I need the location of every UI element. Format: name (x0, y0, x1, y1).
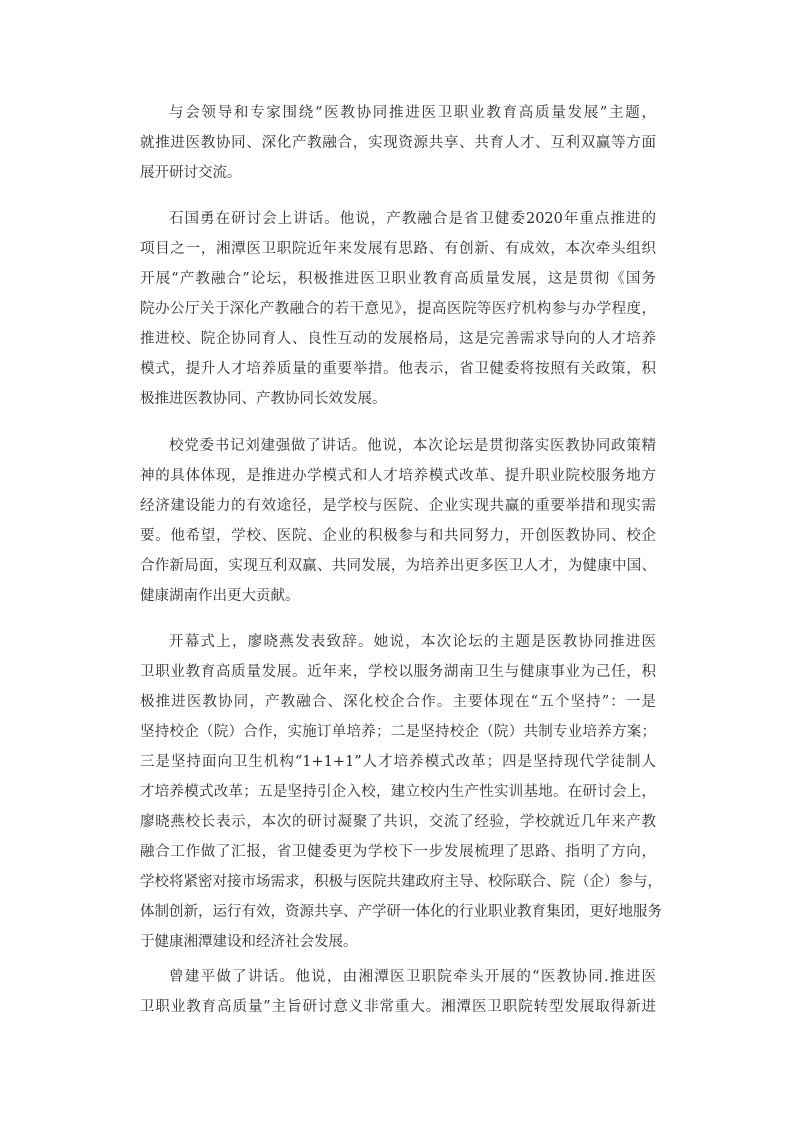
text-line: 融合工作做了汇报，省卫健委更为学校下一步发展梳理了思路、指明了方向， (140, 844, 656, 860)
text-line: 校党委书记刘建强做了讲话。他说，本次论坛是贯彻落实医教协同政策精 (169, 438, 656, 454)
text-line: 要。他希望，学校、医院、企业的积极参与和共同努力，开创医教协同、校企 (140, 528, 656, 544)
text-line: 三是坚持面向卫生机构“1+1+1”人才培养模式改革；四是坚持现代学徒制人 (140, 754, 656, 770)
text-line: 坚持校企（院）合作，实施订单培养；二是坚持校企（院）共制专业培养方案； (140, 724, 656, 740)
text-line: 推进校、院企协同育人、良性互动的发展格局，这是完善需求导向的人才培养 (140, 331, 656, 347)
paragraph-zeng-jianping-speech (140, 962, 656, 1022)
text-line: 才培养模式改革；五是坚持引企入校，建立校内生产性实训基地。在研讨会上， (140, 784, 656, 800)
paragraph-intro (140, 98, 656, 188)
text-line: 项目之一，湘潭医卫职院近年来发展有思路、有创新、有成效，本次牵头组织 (140, 241, 656, 257)
text-line: 院办公厅关于深化产教融合的若干意见》，提高医院等医疗机构参与办学程度， (140, 301, 656, 317)
text-line: 极推进医教协同、产教协同长效发展。 (140, 391, 387, 407)
text-line: 卫职业教育高质量发展。近年来，学校以服务湖南卫生与健康事业为己任，积 (140, 664, 656, 680)
text-line: 神的具体体现，是推进办学模式和人才培养模式改革、提升职业院校服务地方 (140, 468, 656, 484)
paragraph-liu-jianqiang-speech (140, 431, 656, 611)
text-line: 卫职业教育高质量”主旨研讨意义非常重大。湘潭医卫职院转型发展取得新进 (140, 999, 656, 1015)
paragraph-shi-guoyong-speech (140, 204, 656, 414)
text-line: 石国勇在研讨会上讲话。他说，产教融合是省卫健委2020年重点推进的 (169, 211, 656, 227)
text-line: 极推进医教协同，产教融合、深化校企合作。主要体现在“五个坚持”：一是 (140, 694, 656, 710)
text-line: 与会领导和专家围绕“医教协同推进医卫职业教育高质量发展”主题， (169, 105, 656, 121)
text-line: 开展“产教融合”论坛，积极推进医卫职业教育高质量发展，这是贯彻《国务 (140, 271, 656, 287)
text-line: 于健康湘潭建设和经济社会发展。 (140, 934, 358, 950)
text-line: 曾建平做了讲话。他说，由湘潭医卫职院牵头开展的“医教协同.推进医 (169, 969, 656, 985)
text-line: 模式，提升人才培养质量的重要举措。他表示，省卫健委将按照有关政策，积 (140, 361, 656, 377)
text-line: 开幕式上，廖晓燕发表致辞。她说，本次论坛的主题是医教协同推进医 (169, 634, 656, 650)
text-line: 健康湖南作出更大贡献。 (140, 588, 300, 604)
paragraph-liao-xiaoyan-address (140, 627, 662, 957)
text-line: 学校将紧密对接市场需求，积极与医院共建政府主导、校际联合、院（企）参与， (140, 874, 662, 890)
text-line: 廖晓燕校长表示，本次的研讨凝聚了共识，交流了经验，学校就近几年来产教 (140, 814, 656, 830)
text-line: 体制创新，运行有效，资源共享、产学研一体化的行业职业教育集团，更好地服务 (140, 904, 662, 920)
text-line: 就推进医教协同、深化产教融合，实现资源共享、共育人才、互利双赢等方面 (140, 135, 656, 151)
text-line: 展开研讨交流。 (140, 165, 242, 181)
text-line: 经济建设能力的有效途径，是学校与医院、企业实现共赢的重要举措和现实需 (140, 498, 656, 514)
text-line: 合作新局面，实现互利双赢、共同发展，为培养出更多医卫人才，为健康中国、 (140, 558, 656, 574)
